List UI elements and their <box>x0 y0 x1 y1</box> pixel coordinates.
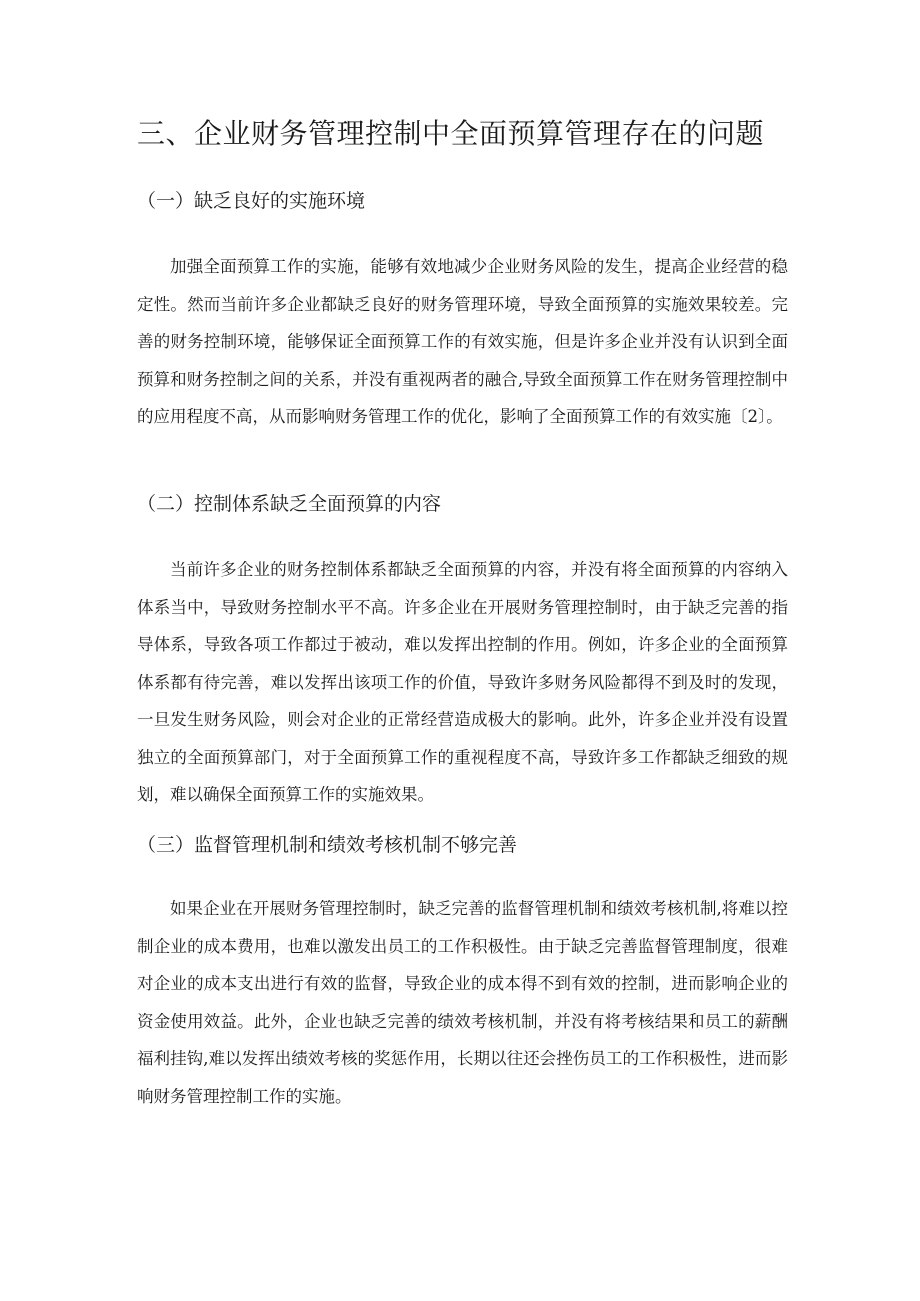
section-paragraph-3: 如果企业在开展财务管理控制时，缺乏完善的监督管理机制和绩效考核机制,将难以控制企业的成本费用，也难以激发出员工的工作积极性。由于缺乏完善监督管理制度，很难对企业的成本支出进行有效的监督，导致企业的成本得不到有效的控制，进而影响企业的资金使用效益。此外，企业也缺乏完善的绩效考核机制，并没有将考核结果和员工的薪酬福利挂钩,难以发挥出绩效考核的奖惩作用，长期以往还会挫伤员工的工作积极性，进而影响财务管理控制工作的实施。 <box>137 899 788 1106</box>
section-heading-2: （二）控制体系缺乏全面预算的内容 <box>137 493 442 515</box>
section-heading-3: （三）监督管理机制和绩效考核机制不够完善 <box>137 834 518 856</box>
document-title: 三、企业财务管理控制中全面预算管理存在的问题 <box>137 117 765 150</box>
section-paragraph-2: 当前许多企业的财务控制体系都缺乏全面预算的内容，并没有将全面预算的内容纳入体系当中，导致财务控制水平不高。许多企业在开展财务管理控制时，由于缺乏完善的指导体系，导致各项工作都过于被动，难以发挥出控制的作用。例如，许多企业的全面预算体系都有待完善，难以发挥出该项工作的价值，导致许多财务风险都得不到及时的发现，一旦发生财务风险，则会对企业的正常经营造成极大的影响。此外，许多企业并没有设置独立的全面预算部门，对于全面预算工作的重视程度不高，导致许多工作都缺乏细致的规划，难以确保全面预算工作的实施效果。 <box>137 560 788 804</box>
section-paragraph-1: 加强全面预算工作的实施，能够有效地减少企业财务风险的发生，提高企业经营的稳定性。然而当前许多企业都缺乏良好的财务管理环境，导致全面预算的实施效果较差。完善的财务控制环境，能够保证全面预算工作的有效实施，但是许多企业并没有认识到全面预算和财务控制之间的关系，并没有重视两者的融合,导致全面预算工作在财务管理控制中的应用程度不高，从而影响财务管理工作的优化，影响了全面预算工作的有效实施〔2〕。 <box>137 257 788 426</box>
section-heading-1: （一）缺乏良好的实施环境 <box>137 190 366 212</box>
